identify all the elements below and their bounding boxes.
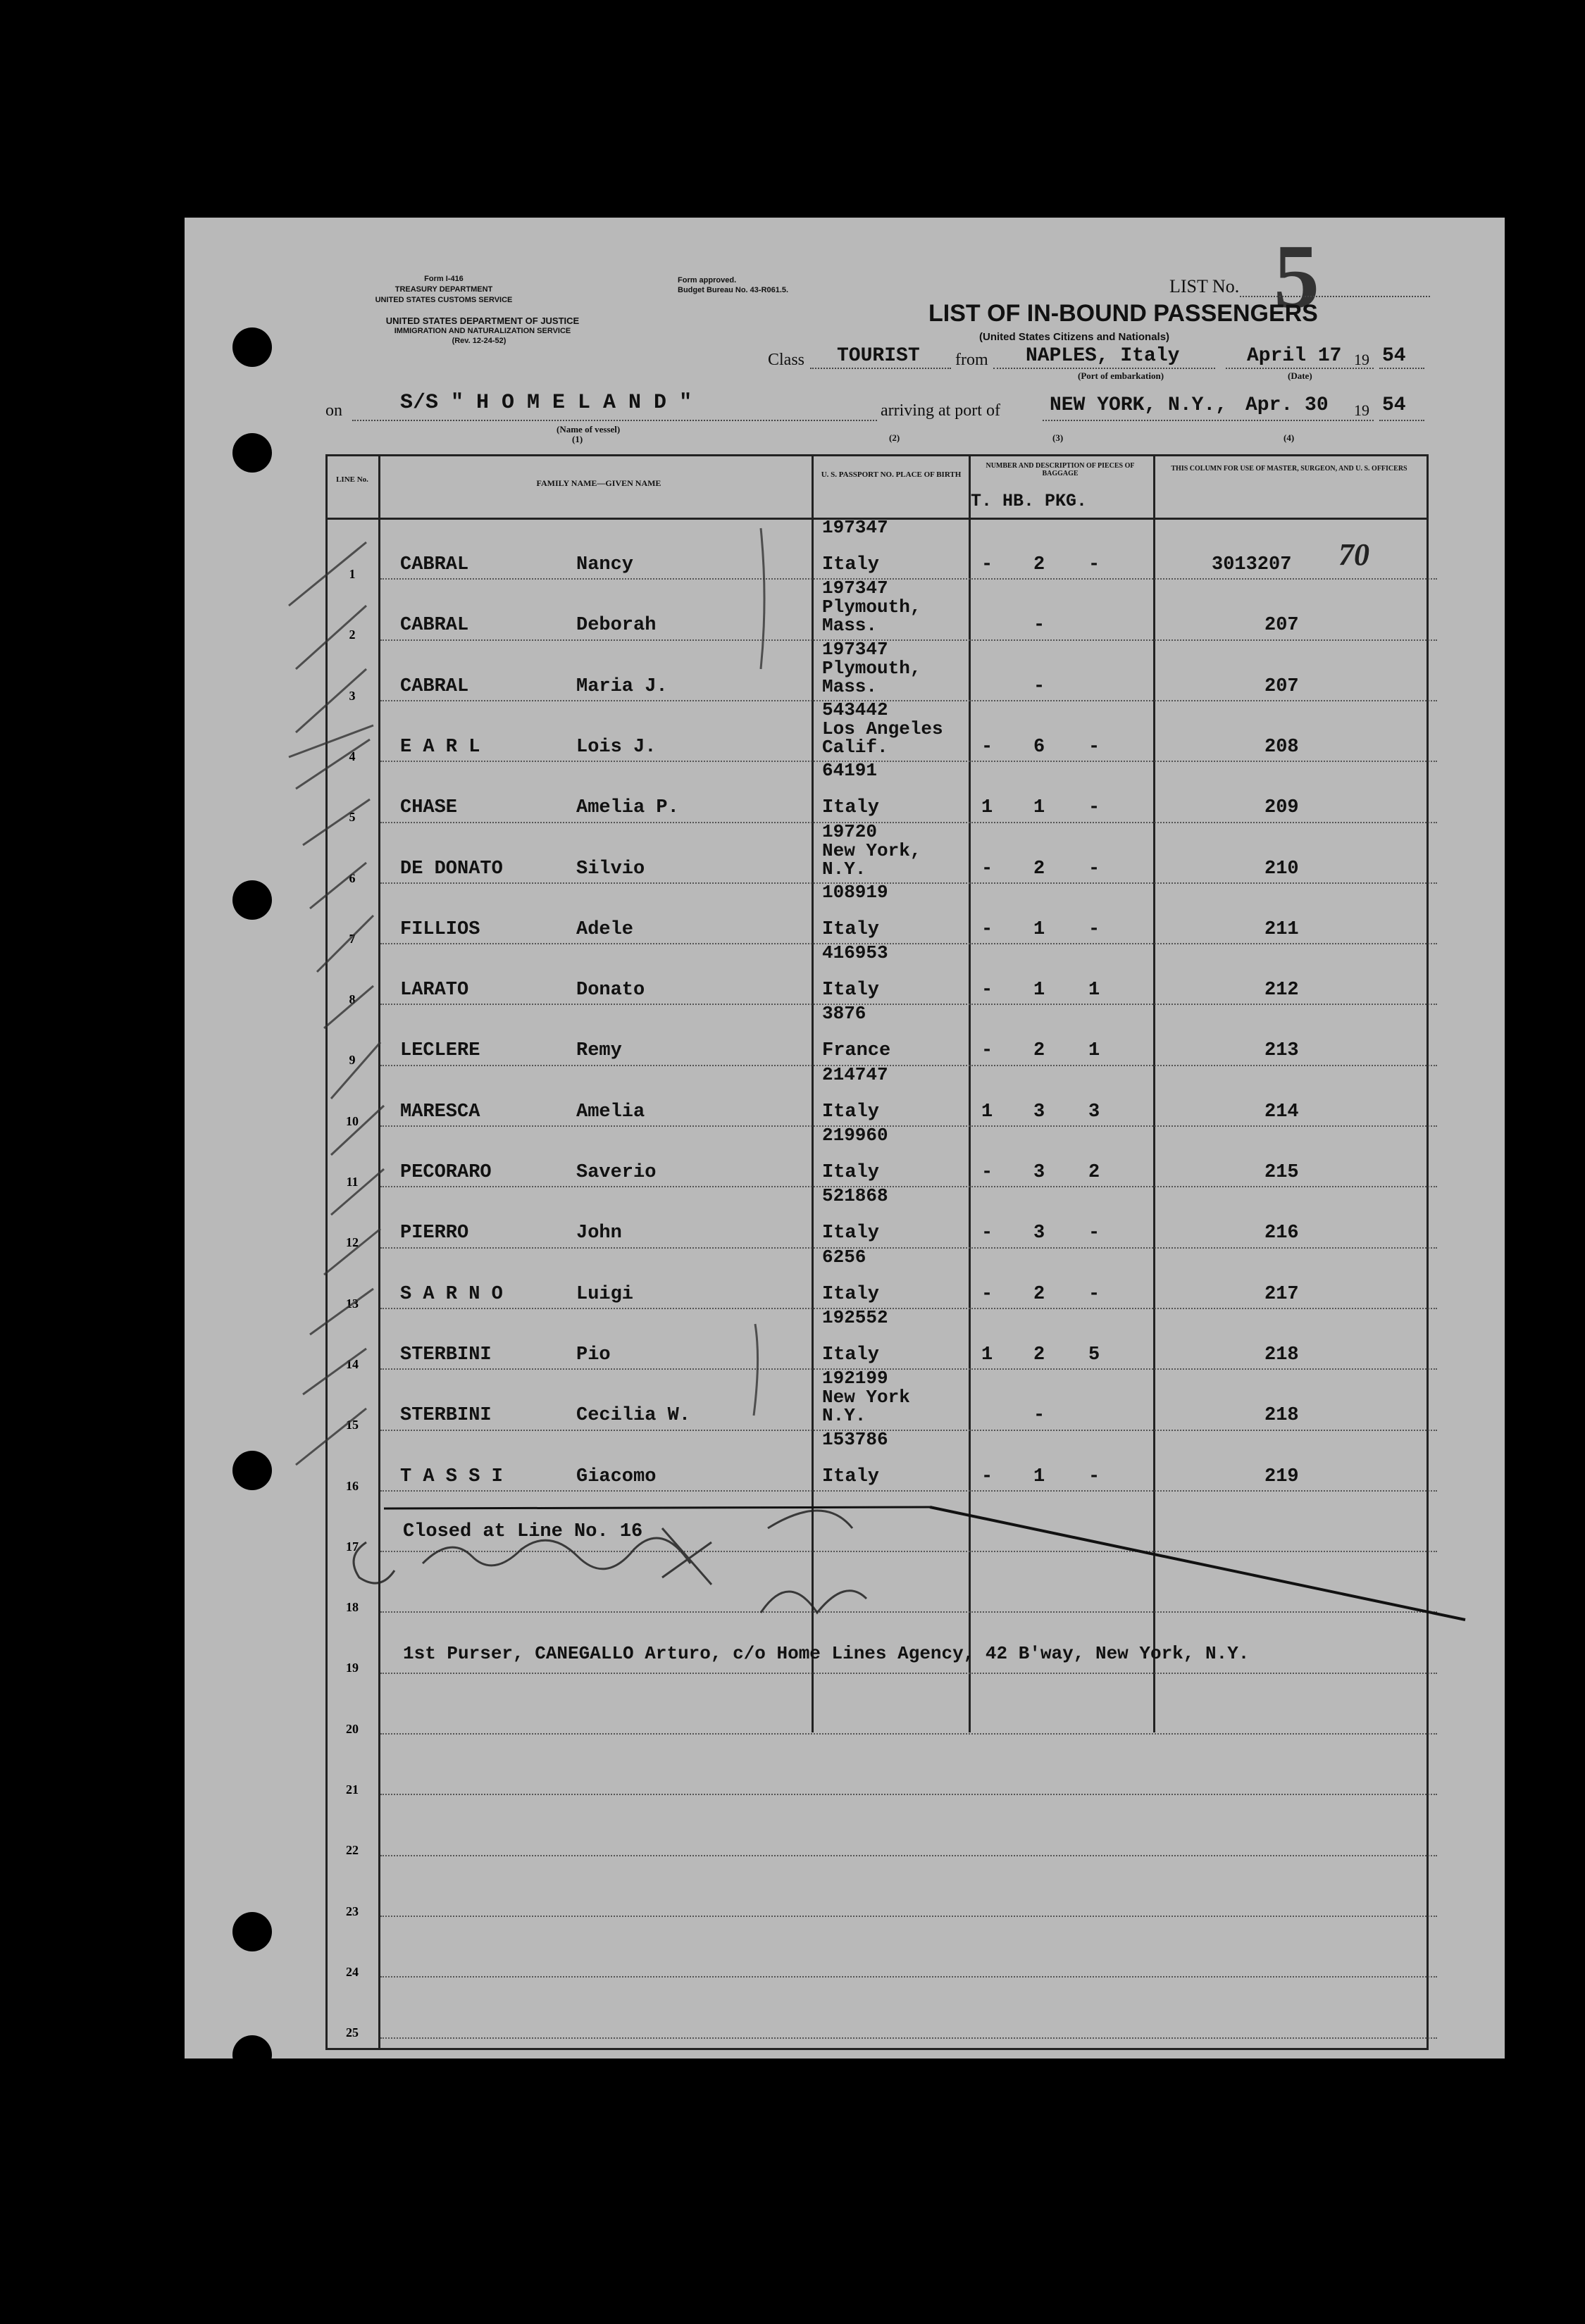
line-number: 12 — [346, 1235, 359, 1250]
family-name: CABRAL — [400, 554, 469, 575]
line-number: 2 — [349, 627, 356, 642]
departure-date: April 17 — [1247, 345, 1342, 367]
ins-service: IMMIGRATION AND NATURALIZATION SERVICE — [394, 327, 571, 335]
line-number: 6 — [349, 870, 356, 885]
given-name: Giacomo — [576, 1466, 657, 1487]
date-year-prefix: 19 — [1354, 351, 1369, 368]
baggage-packages: - — [1088, 736, 1100, 758]
baggage-trunks: 1 — [981, 1344, 993, 1366]
place-of-birth: Plymouth, Mass. — [822, 657, 921, 697]
passport-number: 416953 — [822, 942, 888, 964]
baggage-handbags: 3 — [1033, 1101, 1045, 1123]
officer-number: 207 — [1264, 615, 1299, 637]
baggage-trunks: 1 — [981, 797, 993, 819]
family-name: LECLERE — [400, 1040, 480, 1062]
place-of-birth: Italy — [822, 1162, 880, 1183]
passport-number: 3876 — [822, 1003, 866, 1025]
col-caption-2: (2) — [889, 432, 900, 443]
given-name: Adele — [576, 918, 634, 940]
place-of-birth: New York, N.Y. — [822, 839, 921, 880]
baggage-packages: - — [1088, 918, 1100, 940]
date-caption: (Date) — [1288, 370, 1312, 381]
baggage-trunks: - — [981, 554, 993, 575]
col-header-baggage: NUMBER AND DESCRIPTION OF PIECES OF BAGGAGE — [986, 462, 1135, 477]
treasury-dept: TREASURY DEPARTMENT — [394, 285, 493, 294]
passport-number: 108919 — [822, 881, 888, 903]
given-name: Nancy — [576, 554, 634, 575]
given-name: Amelia — [576, 1101, 645, 1123]
line-number: 5 — [349, 810, 356, 825]
baggage-handbags: 1 — [1033, 918, 1045, 940]
given-name: Silvio — [576, 858, 645, 880]
baggage-packages: - — [1088, 554, 1100, 575]
vessel-caption: (Name of vessel) — [557, 424, 621, 435]
family-name: S A R N O — [400, 1283, 503, 1305]
from-label: from — [955, 351, 988, 369]
given-name: Maria J. — [576, 675, 668, 697]
passport-number: 153786 — [822, 1428, 888, 1450]
form-approved: Form approved. — [678, 276, 737, 285]
list-number: 5 — [1274, 226, 1319, 327]
arriving-label: arriving at port of — [881, 401, 1000, 420]
line-number: 22 — [346, 1843, 359, 1858]
document-title: LIST OF IN-BOUND PASSENGERS — [928, 300, 1318, 327]
class-label: Class — [768, 351, 805, 369]
place-of-birth: Plymouth, Mass. — [822, 596, 921, 637]
passport-number: 6256 — [822, 1246, 866, 1268]
baggage-trunks: - — [981, 1466, 993, 1487]
family-name: CABRAL — [400, 615, 469, 637]
departure-year: 54 — [1382, 345, 1406, 367]
check-marks — [289, 528, 764, 1465]
passport-number: 19720 — [822, 820, 878, 842]
baggage-trunks: - — [981, 1040, 993, 1062]
officer-number: 209 — [1264, 797, 1299, 819]
baggage-trunks: - — [981, 1223, 993, 1244]
place-of-birth: New York N.Y. — [822, 1387, 910, 1427]
baggage-packages: - — [1088, 858, 1100, 880]
baggage-handbags: - — [1033, 1405, 1045, 1427]
officer-number: 210 — [1264, 858, 1299, 880]
col-header-line: LINE No. — [336, 475, 368, 484]
place-of-birth: Italy — [822, 1466, 880, 1487]
passport-number: 192552 — [822, 1306, 888, 1328]
family-name: CABRAL — [400, 675, 469, 697]
given-name: Lois J. — [576, 736, 657, 758]
baggage-handbags: 2 — [1033, 554, 1045, 575]
officer-number: 3013207 — [1212, 554, 1292, 575]
line-number: 13 — [346, 1296, 359, 1311]
officer-number: 213 — [1264, 1040, 1299, 1062]
officer-number: 218 — [1264, 1344, 1299, 1366]
place-of-birth: Italy — [822, 1223, 880, 1244]
given-name: Pio — [576, 1344, 611, 1366]
line-number: 20 — [346, 1721, 359, 1736]
passport-number: 543442 — [822, 699, 888, 720]
family-name: PIERRO — [400, 1223, 469, 1244]
officer-number: 217 — [1264, 1283, 1299, 1305]
baggage-packages: 1 — [1088, 980, 1100, 1001]
given-name: Amelia P. — [576, 797, 679, 819]
place-of-birth: Italy — [822, 1101, 880, 1123]
closing-stroke — [930, 1507, 1465, 1620]
family-name: DE DONATO — [400, 858, 503, 880]
baggage-trunks: - — [981, 980, 993, 1001]
baggage-handbags: 1 — [1033, 980, 1045, 1001]
baggage-handbags: 2 — [1033, 1283, 1045, 1305]
line-number: 11 — [346, 1175, 359, 1189]
arrival-port: NEW YORK, N.Y., — [1050, 394, 1228, 416]
line-number: 7 — [349, 931, 356, 946]
baggage-handbags: - — [1033, 675, 1045, 697]
line-number: 23 — [346, 1904, 359, 1918]
family-name: E A R L — [400, 736, 480, 758]
place-of-birth: Los Angeles Calif. — [822, 718, 943, 758]
officer-number: 211 — [1264, 918, 1299, 940]
baggage-trunks: - — [981, 1162, 993, 1183]
passport-number: 219960 — [822, 1125, 888, 1146]
baggage-trunks: - — [981, 858, 993, 880]
officer-number: 215 — [1264, 1162, 1299, 1183]
officer-signature — [354, 1511, 866, 1613]
baggage-trunks: - — [981, 736, 993, 758]
given-name: Deborah — [576, 615, 657, 637]
baggage-handbags: 2 — [1033, 1040, 1045, 1062]
line-number: 15 — [346, 1418, 359, 1432]
port-caption: (Port of embarkation) — [1078, 370, 1164, 381]
officer-number: 216 — [1264, 1223, 1299, 1244]
line-number: 17 — [346, 1539, 359, 1554]
family-name: FILLIOS — [400, 918, 480, 940]
family-name: T A S S I — [400, 1466, 503, 1487]
officer-number: 214 — [1264, 1101, 1299, 1123]
line-number: 24 — [346, 1964, 359, 1979]
passport-number: 521868 — [822, 1185, 888, 1207]
line-number: 21 — [346, 1782, 359, 1797]
line-number: 9 — [349, 1053, 356, 1068]
given-name: Saverio — [576, 1162, 657, 1183]
closing-underline — [384, 1507, 930, 1508]
given-name: John — [576, 1223, 622, 1244]
baggage-packages: 2 — [1088, 1162, 1100, 1183]
passport-number: 64191 — [822, 760, 878, 782]
family-name: STERBINI — [400, 1344, 492, 1366]
baggage-packages: 1 — [1088, 1040, 1100, 1062]
col-caption-1: (1) — [572, 434, 583, 444]
line-number: 25 — [346, 2025, 359, 2040]
officer-number: 219 — [1264, 1466, 1299, 1487]
family-name: STERBINI — [400, 1405, 492, 1427]
baggage-packages: 5 — [1088, 1344, 1100, 1366]
baggage-packages: - — [1088, 1283, 1100, 1305]
passport-number: 197347 — [822, 638, 888, 660]
vessel-name: S/S " H O M E L A N D " — [400, 391, 692, 415]
arrival-year: 54 — [1382, 394, 1406, 416]
arrival-year-prefix: 19 — [1354, 401, 1369, 419]
officer-number: 207 — [1264, 675, 1299, 697]
baggage-handbags: 6 — [1033, 736, 1045, 758]
col-caption-3: (3) — [1052, 432, 1064, 443]
family-name: LARATO — [400, 980, 469, 1001]
passport-number: 197347 — [822, 517, 888, 538]
line-number: 19 — [346, 1661, 359, 1675]
baggage-handbags: 1 — [1033, 1466, 1045, 1487]
baggage-handbags: - — [1033, 615, 1045, 637]
baggage-trunks: 1 — [981, 1101, 993, 1123]
line-number: 1 — [349, 567, 356, 581]
baggage-handbags: 1 — [1033, 797, 1045, 819]
line-number: 8 — [349, 992, 356, 1007]
baggage-handbags: 3 — [1033, 1162, 1045, 1183]
place-of-birth: Italy — [822, 980, 880, 1001]
line-number: 14 — [346, 1356, 359, 1371]
customs-service: UNITED STATES CUSTOMS SERVICE — [375, 296, 513, 304]
given-name: Luigi — [576, 1283, 634, 1305]
baggage-trunks: - — [981, 918, 993, 940]
passport-number: 192199 — [822, 1368, 888, 1389]
arrival-date: Apr. 30 — [1245, 394, 1329, 416]
col-header-officers: THIS COLUMN FOR USE OF MASTER, SURGEON, AND U. S. OFFICERS — [1171, 465, 1407, 473]
closed-statement: Closed at Line No. 16 — [403, 1521, 643, 1542]
list-no-label: LIST No. — [1169, 276, 1240, 296]
place-of-birth: France — [822, 1040, 891, 1062]
baggage-packages: - — [1088, 1466, 1100, 1487]
place-of-birth: Italy — [822, 1283, 880, 1305]
col-header-name: FAMILY NAME—GIVEN NAME — [536, 478, 661, 488]
line-number: 18 — [346, 1600, 359, 1615]
given-name: Cecilia W. — [576, 1405, 691, 1427]
baggage-handbags: 2 — [1033, 858, 1045, 880]
place-of-birth: Italy — [822, 797, 880, 819]
baggage-packages: - — [1088, 797, 1100, 819]
line-number: 4 — [349, 749, 356, 763]
line-number: 16 — [346, 1478, 359, 1493]
budget-bureau: Budget Bureau No. 43-R061.5. — [678, 286, 789, 294]
baggage-handbags: 2 — [1033, 1344, 1045, 1366]
col-header-baggage-types: T. HB. PKG. — [971, 491, 1088, 511]
handwritten-annotation: 70 — [1338, 537, 1369, 572]
purser-statement: 1st Purser, CANEGALLO Arturo, c/o Home Lines Agency, 42 B'way, New York, N.Y. — [403, 1643, 1250, 1664]
on-label: on — [325, 401, 342, 420]
baggage-packages: 3 — [1088, 1101, 1100, 1123]
baggage-packages: - — [1088, 1223, 1100, 1244]
passport-number: 197347 — [822, 577, 888, 599]
place-of-birth: Italy — [822, 1344, 880, 1366]
embarkation-port: NAPLES, Italy — [1026, 345, 1180, 367]
baggage-trunks: - — [981, 1283, 993, 1305]
document-subtitle: (United States Citizens and Nationals) — [979, 331, 1170, 343]
place-of-birth: Italy — [822, 918, 880, 940]
line-number: 3 — [349, 688, 356, 703]
class-value: TOURIST — [837, 345, 920, 367]
given-name: Remy — [576, 1040, 622, 1062]
form-number: Form I-416 — [424, 275, 464, 283]
passport-number: 214747 — [822, 1063, 888, 1085]
family-name: MARESCA — [400, 1101, 480, 1123]
form-revision: (Rev. 12-24-52) — [452, 337, 506, 345]
officer-number: 218 — [1264, 1405, 1299, 1427]
officer-number: 208 — [1264, 736, 1299, 758]
baggage-handbags: 3 — [1033, 1223, 1045, 1244]
line-number: 10 — [346, 1113, 359, 1128]
col-caption-4: (4) — [1283, 432, 1295, 443]
place-of-birth: Italy — [822, 554, 880, 575]
col-header-passport: U. S. PASSPORT NO. PLACE OF BIRTH — [821, 470, 962, 479]
officer-number: 212 — [1264, 980, 1299, 1001]
family-name: PECORARO — [400, 1162, 492, 1183]
justice-dept: UNITED STATES DEPARTMENT OF JUSTICE — [385, 316, 580, 326]
given-name: Donato — [576, 980, 645, 1001]
family-name: CHASE — [400, 797, 458, 819]
